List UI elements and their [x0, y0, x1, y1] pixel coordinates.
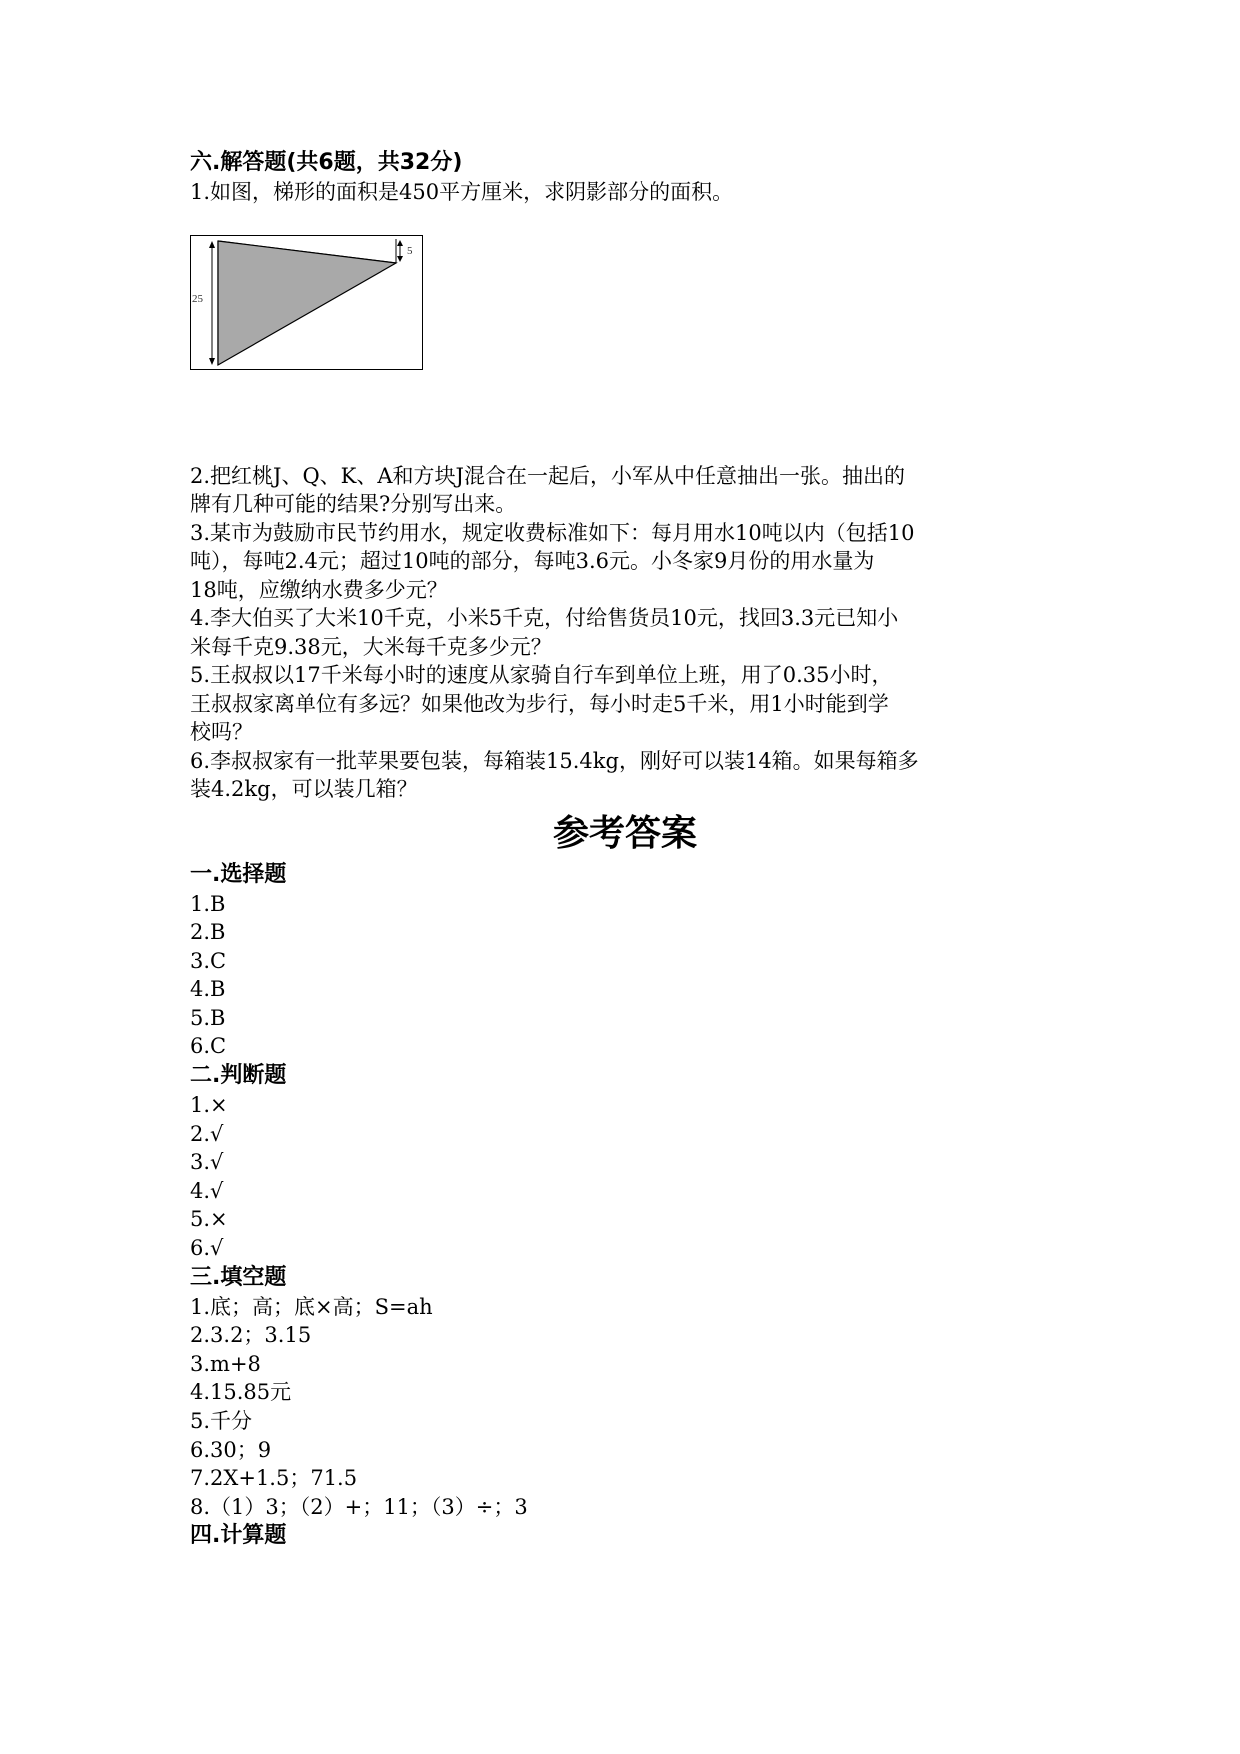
question-2-line-2: 牌有几种可能的结果?分别写出来。 — [190, 492, 517, 516]
answer-item: 6.√ — [190, 1236, 224, 1261]
question-3-line-1: 3.某市为鼓励市民节约用水，规定收费标准如下：每月用水10吨以内（包括10 — [190, 520, 915, 545]
question-5-line-2: 王叔叔家离单位有多远？如果他改为步行，每小时走5千米，用1小时能到学 — [190, 691, 889, 716]
question-4-line-2: 米每千克9.38元，大米每千克多少元？ — [190, 634, 552, 659]
question-6-line-2: 装4.2kg，可以装几箱？ — [190, 777, 418, 801]
label-25: 25 — [192, 292, 203, 305]
trapezoid-diagram — [190, 235, 423, 370]
question-5-line-1: 5.王叔叔以17千米每小时的速度从家骑自行车到单位上班，用了0.35小时， — [190, 663, 893, 687]
answer-item: 6.30；9 — [190, 1437, 272, 1462]
answer-item: 2.B — [190, 920, 226, 945]
answer-item: 5.千分 — [190, 1409, 253, 1433]
answer-item: 1.B — [190, 891, 226, 916]
answers-part-2-heading: 二.判断题 — [190, 1063, 287, 1089]
question-5-line-3: 校吗？ — [190, 720, 253, 744]
answer-item: 3.C — [190, 948, 227, 973]
section-heading-solve: 六.解答题(共6题，共32分) — [190, 150, 463, 175]
answers-part-1-heading: 一.选择题 — [190, 861, 287, 887]
question-6-line-1: 6.李叔叔家有一批苹果要包装，每箱装15.4kg，刚好可以装14箱。如果每箱多 — [190, 748, 919, 773]
document-content — [190, 148, 1060, 1551]
answer-item: 8.（1）3；（2）+；11；（3）÷；3 — [190, 1494, 528, 1519]
label-5: 5 — [407, 244, 413, 257]
question-3-line-3: 18吨，应缴纳水费多少元？ — [190, 577, 448, 602]
answers-part-2 — [190, 1061, 1060, 1263]
question-3-line-2: 吨），每吨2.4元；超过10吨的部分，每吨3.6元。小冬家9月份的用水量为 — [190, 549, 875, 573]
answer-item: 5.B — [190, 1005, 226, 1030]
question-1: 1.如图，梯形的面积是450平方厘米，求阴影部分的面积。 — [190, 180, 734, 204]
answer-item: 4.15.85元 — [190, 1380, 292, 1405]
answer-item: 6.C — [190, 1034, 227, 1059]
answer-item: 7.2X+1.5；71.5 — [190, 1466, 358, 1491]
answer-item: 1.× — [190, 1093, 228, 1118]
answers-part-3-heading: 三.填空题 — [190, 1264, 287, 1290]
question-2-line-1: 2.把红桃J、Q、K、A和方块J混合在一起后，小军从中任意抽出一张。抽出的 — [190, 463, 905, 488]
answers-part-4-heading: 四.计算题 — [190, 1523, 287, 1549]
answer-item: 3.m+8 — [190, 1351, 261, 1376]
trapezoid-figure — [190, 235, 423, 370]
answer-item: 1.底；高；底×高；S=ah — [190, 1294, 433, 1319]
answer-item: 2.√ — [190, 1121, 224, 1146]
answers-part-3 — [190, 1263, 1060, 1522]
answers-part-1 — [190, 860, 1060, 1062]
answer-item: 5.× — [190, 1207, 228, 1232]
answer-item: 2.3.2；3.15 — [190, 1323, 312, 1348]
question-4-line-1: 4.李大伯买了大米10千克，小米5千克，付给售货员10元，找回3.3元已知小 — [190, 606, 899, 630]
answer-item: 4.√ — [190, 1178, 224, 1203]
answer-key-title: 参考答案 — [552, 812, 697, 854]
answer-item: 3.√ — [190, 1150, 224, 1175]
answer-item: 4.B — [190, 977, 226, 1002]
